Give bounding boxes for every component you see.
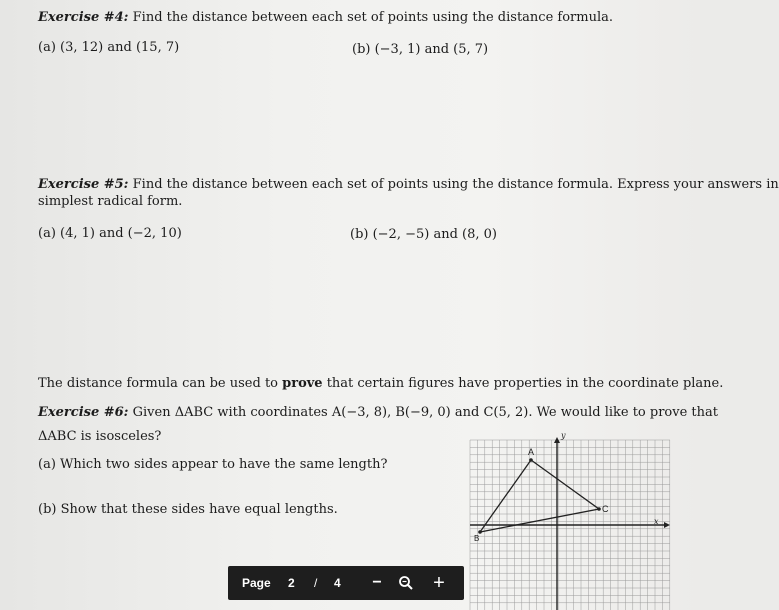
exercise-6-text-line2: ΔABC is isosceles? xyxy=(38,429,162,444)
exercise-4-prompt xyxy=(38,10,613,25)
zoom-in-button[interactable] xyxy=(426,571,452,595)
intro-bold-word: prove xyxy=(282,376,323,391)
zoom-out-button[interactable] xyxy=(366,571,388,595)
zoom-fit-button[interactable] xyxy=(394,571,418,595)
total-pages: 4 xyxy=(334,576,341,590)
minus-icon: − xyxy=(372,574,382,591)
intro-text-before: The distance formula can be used to xyxy=(38,376,283,391)
exercise-4-label: Exercise #4: xyxy=(38,10,129,25)
exercise-4-part-a: (a) (3, 12) and (15, 7) xyxy=(38,40,180,55)
exercise-5-part-b: (b) (−2, −5) and (8, 0) xyxy=(350,227,497,242)
exercise-6-label: Exercise #6: xyxy=(38,405,129,420)
current-page-number[interactable]: 2 xyxy=(288,576,295,590)
page-label: Page xyxy=(242,576,271,590)
point-c xyxy=(597,507,601,511)
magnifier-icon xyxy=(398,575,414,591)
page-separator: / xyxy=(314,576,318,590)
y-axis-label: y xyxy=(561,431,566,440)
exercise-5-text-line1: Find the distance between each set of points using the distance formula. Express your answers in xyxy=(132,177,779,192)
point-a-label: A xyxy=(528,447,535,457)
point-b-label: B xyxy=(474,534,480,543)
exercise-4-part-b: (b) (−3, 1) and (5, 7) xyxy=(352,42,489,57)
exercise-4-text: Find the distance between each set of points using the distance formula. xyxy=(132,10,614,25)
exercise-6-part-b: (b) Show that these sides have equal lengths. xyxy=(38,502,338,517)
plus-icon: + xyxy=(433,571,445,594)
exercise-6-text-line1: Given ΔABC with coordinates A(−3, 8), B(−9, 0) and C(5, 2). We would like to prove that xyxy=(132,405,718,420)
pdf-toolbar xyxy=(228,566,464,600)
x-axis-label: x xyxy=(654,517,659,526)
point-c-label: C xyxy=(602,504,609,514)
point-a xyxy=(529,458,533,462)
exercise-6-prompt xyxy=(38,405,718,420)
exercise-5-text-line2: simplest radical form. xyxy=(38,194,183,209)
exercise-5-prompt xyxy=(38,177,779,192)
exercise-6-part-a: (a) Which two sides appear to have the same length? xyxy=(38,457,388,472)
intro-text-after: that certain figures have properties in the coordinate plane. xyxy=(322,376,724,391)
x-axis-arrow-icon xyxy=(664,522,670,528)
intro-sentence xyxy=(38,376,723,391)
exercise-5-part-a: (a) (4, 1) and (−2, 10) xyxy=(38,226,182,241)
coordinate-grid xyxy=(462,431,672,610)
exercise-5-label: Exercise #5: xyxy=(38,177,129,192)
